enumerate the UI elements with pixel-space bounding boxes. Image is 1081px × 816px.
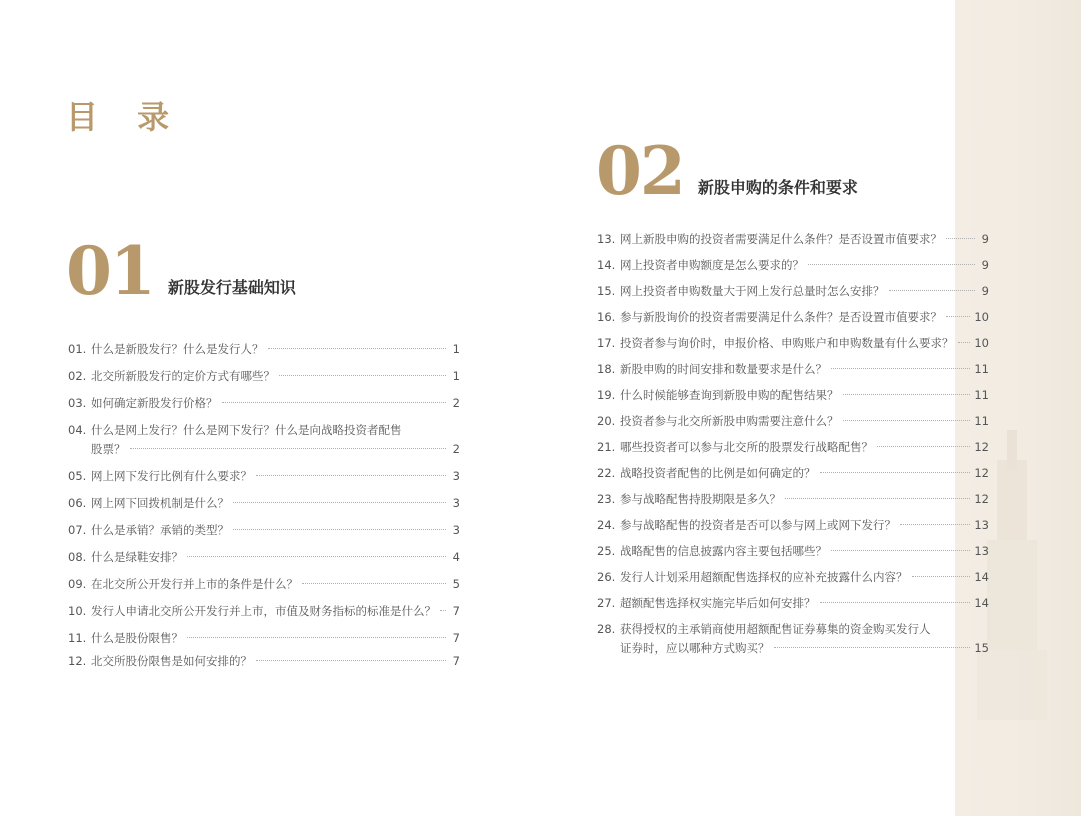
toc-entry-text: 股票？ — [91, 442, 126, 456]
toc-entry-text: 什么是承销？承销的类型？ — [91, 523, 229, 537]
toc-entry[interactable] — [68, 629, 460, 648]
toc-entry-number: 11. — [68, 631, 87, 645]
toc-entry-number: 12. — [68, 654, 87, 668]
toc-entry-body — [620, 516, 989, 535]
toc-entry[interactable] — [597, 516, 989, 535]
toc-entry-page-number: 11 — [974, 362, 989, 376]
toc-entry[interactable] — [597, 360, 989, 379]
dot-leader — [268, 348, 447, 349]
toc-entry-number: 14. — [597, 258, 616, 272]
dot-leader — [820, 472, 971, 473]
toc-entry-line — [620, 594, 989, 613]
toc-entry-number: 15. — [597, 284, 616, 298]
toc-entry-number: 22. — [597, 466, 616, 480]
dot-leader — [256, 475, 446, 476]
toc-entry-text: 如何确定新股发行价格？ — [91, 396, 218, 410]
toc-entry-page-number: 10 — [974, 310, 989, 324]
toc-entry-line — [620, 464, 989, 483]
toc-entry-body — [620, 620, 989, 658]
toc-entry-page-number: 4 — [452, 550, 460, 564]
toc-entry-page-number: 7 — [452, 631, 460, 645]
toc-entry-text: 发行人计划采用超额配售选择权的应补充披露什么内容？ — [620, 570, 908, 584]
toc-entry-page-number: 14 — [974, 570, 989, 584]
toc-entry-body — [620, 568, 989, 587]
toc-entry-number: 20. — [597, 414, 616, 428]
toc-entry-number: 04. — [68, 423, 87, 437]
toc-entry[interactable] — [597, 334, 989, 353]
toc-entry-body — [620, 542, 989, 561]
toc-entry-line — [620, 516, 989, 535]
toc-entry-body — [620, 490, 989, 509]
section-1-title: 新股发行基础知识 — [167, 278, 296, 297]
section-2-number: 02 — [596, 132, 684, 210]
toc-entry-line — [620, 308, 989, 327]
toc-entry-body — [91, 340, 460, 359]
toc-entry-page-number: 13 — [974, 544, 989, 558]
toc-entry-line — [91, 394, 460, 413]
toc-entry-text: 网上网下回拨机制是什么？ — [91, 496, 229, 510]
toc-entry-text: 投资者参与询价时，申报价格、申购账户和申购数量有什么要求？ — [620, 336, 954, 350]
toc-entry-text: 网上新股申购的投资者需要满足什么条件？是否设置市值要求？ — [620, 232, 942, 246]
toc-entry-body — [620, 308, 989, 327]
toc-entry-text-first-line: 什么是网上发行？什么是网下发行？什么是向战略投资者配售 — [91, 423, 402, 437]
toc-entry-body — [620, 594, 989, 613]
toc-entry-text: 网上投资者申购数量大于网上发行总量时怎么安排？ — [620, 284, 885, 298]
dot-leader — [808, 264, 975, 265]
toc-entry-page-number: 3 — [452, 496, 460, 510]
toc-entry-body — [620, 438, 989, 457]
toc-entry-page-number: 2 — [452, 396, 460, 410]
section-1-toc-list — [68, 340, 460, 671]
toc-entry-number: 10. — [68, 604, 87, 618]
toc-entry-text: 网上网下发行比例有什么要求？ — [91, 469, 252, 483]
toc-entry-text: 参与战略配售持股期限是多久？ — [620, 492, 781, 506]
toc-entry-line — [91, 548, 460, 567]
toc-entry-page-number: 3 — [452, 523, 460, 537]
toc-entry-number: 24. — [597, 518, 616, 532]
toc-entry-body — [91, 421, 460, 459]
toc-entry-body — [91, 629, 460, 648]
toc-entry-text: 网上投资者申购额度是怎么要求的？ — [620, 258, 804, 272]
toc-entry-text: 什么是绿鞋安排？ — [91, 550, 183, 564]
toc-entry-page-number: 9 — [981, 284, 989, 298]
toc-entry[interactable] — [597, 308, 989, 327]
dot-leader — [256, 660, 446, 661]
toc-entry-text: 超额配售选择权实施完毕后如何安排？ — [620, 596, 816, 610]
toc-entry-body — [91, 602, 460, 621]
toc-entry-line — [91, 467, 460, 486]
toc-entry[interactable] — [597, 256, 989, 275]
toc-entry-body — [91, 467, 460, 486]
toc-entry-line — [620, 282, 989, 301]
dot-leader — [889, 290, 976, 291]
section-2-toc-list — [597, 230, 989, 658]
toc-entry-line — [91, 652, 460, 671]
toc-title: 目 录 — [66, 98, 184, 136]
toc-entry-line — [620, 256, 989, 275]
toc-entry-number: 02. — [68, 369, 87, 383]
toc-entry-line — [91, 602, 460, 621]
dot-leader — [912, 576, 971, 577]
toc-entry-body — [620, 360, 989, 379]
toc-entry-page-number: 7 — [452, 654, 460, 668]
toc-entry-page-number: 2 — [452, 442, 460, 456]
toc-entry-body — [91, 367, 460, 386]
toc-entry-body — [620, 334, 989, 353]
toc-entry-page-number: 1 — [452, 369, 460, 383]
toc-entry-number: 27. — [597, 596, 616, 610]
dot-leader — [233, 529, 446, 530]
dot-leader — [774, 647, 971, 648]
toc-entry-line — [620, 542, 989, 561]
toc-entry-number: 07. — [68, 523, 87, 537]
toc-entry-number: 08. — [68, 550, 87, 564]
toc-entry-line — [620, 438, 989, 457]
toc-entry-line — [620, 230, 989, 249]
toc-entry-text: 投资者参与北交所新股申购需要注意什么？ — [620, 414, 839, 428]
toc-entry-text: 在北交所公开发行并上市的条件是什么？ — [91, 577, 298, 591]
section-1-number: 01 — [66, 232, 154, 310]
dot-leader — [785, 498, 970, 499]
toc-entry-body — [620, 282, 989, 301]
toc-entry-body — [91, 521, 460, 540]
toc-entry[interactable] — [68, 494, 460, 513]
toc-entry-body — [91, 494, 460, 513]
toc-entry-page-number: 15 — [974, 641, 989, 655]
dot-leader — [222, 402, 447, 403]
toc-entry-page-number: 7 — [452, 604, 460, 618]
toc-entry[interactable] — [597, 412, 989, 431]
toc-entry-number: 05. — [68, 469, 87, 483]
toc-entry[interactable] — [68, 421, 460, 459]
toc-entry-text: 参与新股询价的投资者需要满足什么条件？是否设置市值要求？ — [620, 310, 942, 324]
toc-entry-body — [91, 652, 460, 671]
toc-entry-page-number: 13 — [974, 518, 989, 532]
toc-entry[interactable] — [68, 394, 460, 413]
toc-entry-line — [91, 521, 460, 540]
toc-entry-number: 16. — [597, 310, 616, 324]
toc-entry-body — [91, 394, 460, 413]
toc-entry-page-number: 12 — [974, 440, 989, 454]
toc-entry-body — [620, 230, 989, 249]
toc-entry-number: 19. — [597, 388, 616, 402]
toc-entry-line — [91, 494, 460, 513]
toc-entry[interactable] — [68, 652, 460, 671]
toc-entry-body — [620, 464, 989, 483]
toc-entry[interactable] — [597, 386, 989, 405]
dot-leader — [831, 550, 970, 551]
toc-entry-number: 25. — [597, 544, 616, 558]
toc-entry-body — [620, 256, 989, 275]
toc-entry-line — [620, 639, 989, 658]
dot-leader — [831, 368, 970, 369]
toc-entry-number: 09. — [68, 577, 87, 591]
toc-entry-page-number: 11 — [974, 414, 989, 428]
toc-entry[interactable] — [68, 521, 460, 540]
dot-leader — [946, 238, 975, 239]
toc-entry-text: 战略配售的信息披露内容主要包括哪些？ — [620, 544, 827, 558]
toc-entry[interactable] — [597, 490, 989, 509]
toc-entry-number: 03. — [68, 396, 87, 410]
section-2-title: 新股申购的条件和要求 — [697, 178, 858, 197]
toc-entry-text: 北交所新股发行的定价方式有哪些？ — [91, 369, 275, 383]
toc-entry-body — [91, 548, 460, 567]
toc-entry-text: 新股申购的时间安排和数量要求是什么？ — [620, 362, 827, 376]
section-1-header — [66, 232, 296, 310]
toc-entry[interactable] — [597, 620, 989, 658]
toc-entry-body — [620, 412, 989, 431]
section-2-header — [596, 132, 858, 210]
toc-entry-body — [620, 386, 989, 405]
toc-entry[interactable] — [597, 230, 989, 249]
dot-leader — [958, 342, 971, 343]
toc-entry[interactable] — [597, 542, 989, 561]
dot-leader — [279, 375, 446, 376]
toc-entry-number: 13. — [597, 232, 616, 246]
toc-entry-line — [91, 629, 460, 648]
toc-entry-text: 发行人申请北交所公开发行并上市，市值及财务指标的标准是什么？ — [91, 604, 436, 618]
toc-entry-page-number: 10 — [974, 336, 989, 350]
toc-entry-number: 26. — [597, 570, 616, 584]
toc-entry[interactable] — [597, 438, 989, 457]
toc-entry-number: 23. — [597, 492, 616, 506]
dot-leader — [130, 448, 447, 449]
toc-entry-line — [91, 367, 460, 386]
toc-entry[interactable] — [597, 594, 989, 613]
toc-entry-number: 17. — [597, 336, 616, 350]
dot-leader — [843, 420, 971, 421]
toc-entry-text: 战略投资者配售的比例是如何确定的？ — [620, 466, 816, 480]
toc-entry-line — [620, 360, 989, 379]
toc-entry[interactable] — [597, 282, 989, 301]
dot-leader — [233, 502, 446, 503]
toc-entry-number: 06. — [68, 496, 87, 510]
dot-leader — [877, 446, 970, 447]
dot-leader — [843, 394, 971, 395]
toc-entry-line — [620, 568, 989, 587]
toc-entry[interactable] — [597, 568, 989, 587]
toc-entry-number: 21. — [597, 440, 616, 454]
toc-entry-text: 参与战略配售的投资者是否可以参与网上或网下发行？ — [620, 518, 896, 532]
toc-entry-line — [620, 334, 989, 353]
toc-entry-text: 哪些投资者可以参与北交所的股票发行战略配售？ — [620, 440, 873, 454]
toc-entry-body — [91, 575, 460, 594]
toc-entry-text: 证券时，应以哪种方式购买？ — [620, 641, 770, 655]
dot-leader — [187, 637, 446, 638]
dot-leader — [820, 602, 971, 603]
toc-entry-line — [91, 340, 460, 359]
toc-entry-line — [91, 440, 460, 459]
dot-leader — [302, 583, 446, 584]
toc-entry-page-number: 14 — [974, 596, 989, 610]
toc-entry[interactable] — [68, 548, 460, 567]
dot-leader — [440, 610, 446, 611]
toc-entry-line — [620, 386, 989, 405]
toc-entry[interactable] — [68, 575, 460, 594]
toc-entry[interactable] — [68, 367, 460, 386]
toc-entry-page-number: 12 — [974, 492, 989, 506]
toc-entry-text: 什么是新股发行？什么是发行人？ — [91, 342, 264, 356]
dot-leader — [946, 316, 970, 317]
toc-entry-line — [620, 412, 989, 431]
toc-entry-page-number: 9 — [981, 232, 989, 246]
toc-entry-number: 28. — [597, 622, 616, 636]
toc-entry-line — [620, 490, 989, 509]
toc-entry-text: 什么时候能够查询到新股申购的配售结果？ — [620, 388, 839, 402]
toc-entry-page-number: 11 — [974, 388, 989, 402]
toc-entry[interactable] — [68, 602, 460, 621]
dot-leader — [900, 524, 970, 525]
toc-entry-line — [91, 575, 460, 594]
toc-entry-page-number: 12 — [974, 466, 989, 480]
toc-entry-number: 01. — [68, 342, 87, 356]
toc-entry-number: 18. — [597, 362, 616, 376]
toc-entry-page-number: 5 — [452, 577, 460, 591]
toc-entry-text: 北交所股份限售是如何安排的？ — [91, 654, 252, 668]
toc-entry[interactable] — [68, 467, 460, 486]
toc-entry-text-first-line: 获得授权的主承销商使用超额配售证券募集的资金购买发行人 — [620, 622, 931, 636]
toc-entry-page-number: 9 — [981, 258, 989, 272]
toc-entry-text: 什么是股份限售？ — [91, 631, 183, 645]
toc-entry[interactable] — [597, 464, 989, 483]
toc-entry[interactable] — [68, 340, 460, 359]
toc-entry-page-number: 3 — [452, 469, 460, 483]
toc-entry-page-number: 1 — [452, 342, 460, 356]
dot-leader — [187, 556, 446, 557]
